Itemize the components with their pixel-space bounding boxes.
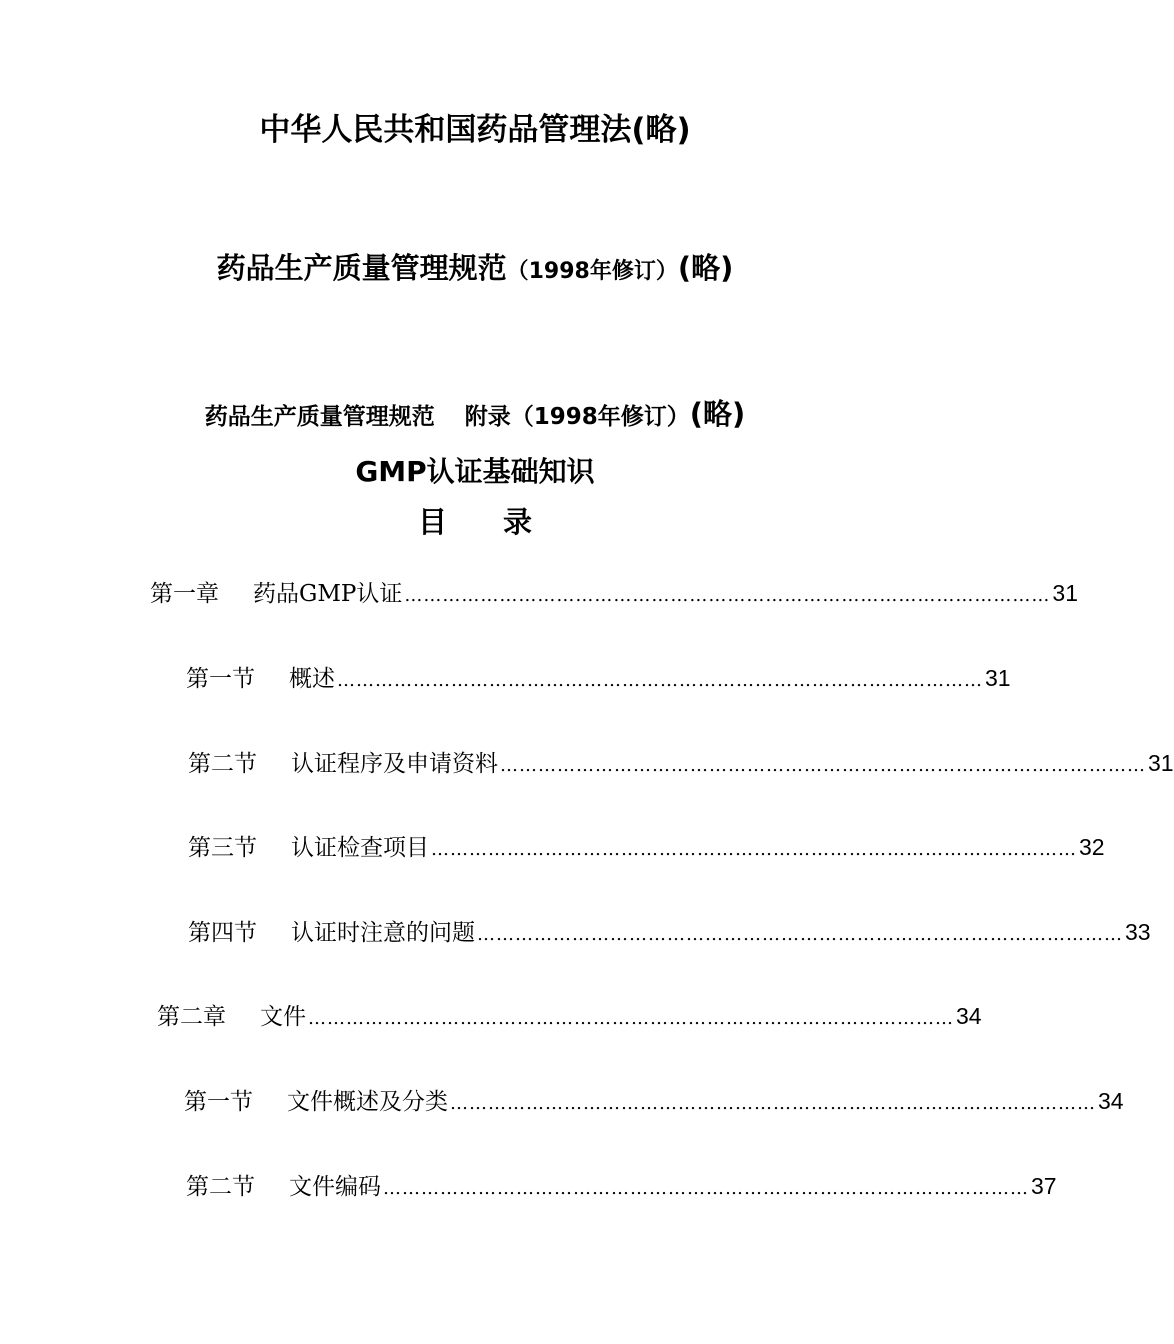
toc-entry-label: 第一节 (186, 666, 255, 692)
toc-entry-title: 文件 (260, 1004, 306, 1030)
title-drug-administration-law (0, 104, 950, 149)
toc-entry-page: 33 (1125, 919, 1151, 945)
toc-entry-chapter-2[interactable] (157, 1001, 982, 1034)
toc-dot-leader: ………………………………………………………………………………………… (450, 1093, 1096, 1114)
toc-entry-title: 药品GMP认证 (253, 581, 403, 607)
title-gmp-standard (0, 246, 950, 287)
title-gmp-appendix (0, 392, 950, 433)
toc-entry-label: 第一章 (150, 581, 219, 607)
toc-entry-page: 32 (1079, 834, 1105, 860)
toc-entry-section-1-4[interactable] (188, 917, 1151, 950)
title-appendix-mid: 附录（1998年修订） (464, 404, 690, 430)
toc-entry-label: 第二章 (157, 1004, 226, 1030)
toc-entry-section-2-2[interactable] (186, 1171, 1057, 1204)
toc-entry-title: 认证检查项目 (291, 835, 429, 861)
toc-entry-page: 34 (956, 1003, 982, 1029)
toc-entry-page: 31 (1052, 580, 1078, 606)
title-main-text: 中华人民共和国药品管理法(略) (259, 112, 691, 148)
toc-heading-left: 目 (417, 505, 447, 539)
toc-entry-section-1-1[interactable] (186, 663, 1011, 696)
title-appendix-suffix: (略) (689, 397, 746, 431)
toc-entry-title: 认证程序及申请资料 (291, 751, 498, 777)
toc-entry-title: 认证时注意的问题 (291, 920, 475, 946)
toc-dot-leader: ………………………………………………………………………………………… (404, 585, 1051, 606)
toc-entry-page: 31 (985, 665, 1011, 691)
toc-entry-title: 文件编码 (289, 1174, 381, 1200)
toc-entry-page: 31 (1148, 750, 1174, 776)
toc-entry-label: 第二节 (186, 1174, 255, 1200)
toc-entry-page: 37 (1031, 1173, 1057, 1199)
toc-dot-leader: ………………………………………………………………………………………… (477, 924, 1123, 945)
toc-heading (0, 500, 950, 541)
toc-entry-label: 第二节 (188, 751, 257, 777)
toc-entry-section-2-1[interactable] (184, 1086, 1124, 1119)
toc-entry-label: 第一节 (184, 1089, 253, 1115)
toc-dot-leader: ………………………………………………………………………………………… (431, 839, 1077, 860)
toc-entry-chapter-1[interactable] (150, 578, 1078, 611)
toc-entry-section-1-2[interactable] (188, 748, 1174, 781)
toc-entry-label: 第三节 (188, 835, 257, 861)
toc-dot-leader: ………………………………………………………………………………………… (308, 1008, 954, 1029)
toc-entry-section-1-3[interactable] (188, 832, 1105, 865)
title-gmp-paren: （1998年修订） (506, 259, 678, 284)
title-gmp-suffix: (略) (677, 251, 734, 285)
toc-dot-leader: ………………………………………………………………………………………… (500, 755, 1146, 776)
toc-dot-leader: ………………………………………………………………………………………… (383, 1178, 1029, 1199)
toc-entry-title: 文件概述及分类 (287, 1089, 448, 1115)
toc-dot-leader: ………………………………………………………………………………………… (337, 670, 983, 691)
title-appendix-prefix: 药品生产质量管理规范 (204, 404, 435, 430)
title-basics-text: GMP认证基础知识 (355, 455, 595, 488)
toc-entry-label: 第四节 (188, 920, 257, 946)
title-gmp-basics (0, 450, 950, 490)
toc-entry-page: 34 (1098, 1088, 1124, 1114)
toc-entry-title: 概述 (289, 666, 335, 692)
title-gmp-prefix: 药品生产质量管理规范 (216, 251, 507, 285)
toc-heading-right: 录 (503, 505, 533, 539)
